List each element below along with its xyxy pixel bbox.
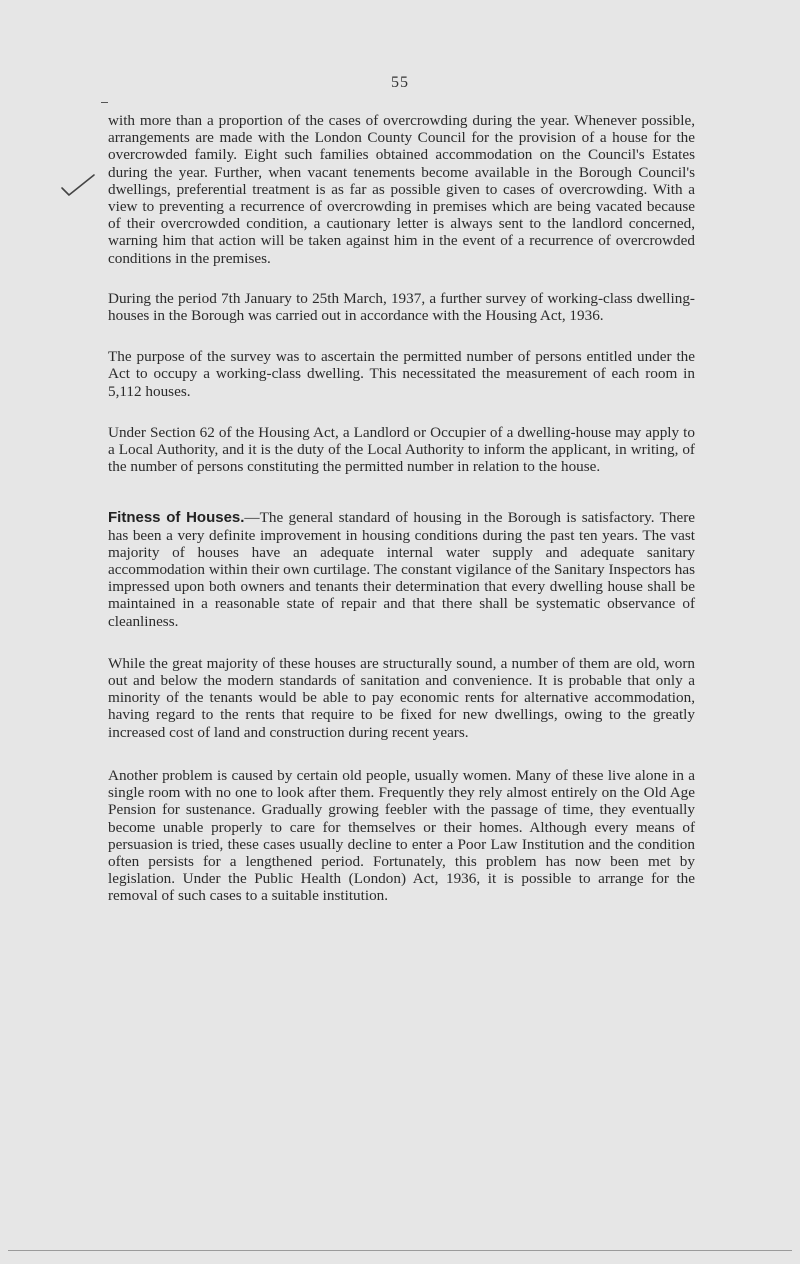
paragraph-overcrowding-arrangements: with more than a proportion of the cases of overcrowding during the year. Whenever possible, arrangements are made with the London County Council for the provision of a house for the overcrowded family. Eight such families obtained accommodation on the Council's Estates during the year. Further, when vacant tenements become available in the Borough Council's dwellings, preferential treatment is as far as possible given to cases of overcrowding. With a view to preventing a recurrence of overcrowding in premises which are being vacated because of their overcrowded condition, a cautionary letter is always sent to the landlord concerned, warning him that action will be taken against him in the event of a recurrence of overcrowded conditions in the premises.: [108, 112, 695, 267]
section-heading-fitness-of-houses: Fitness of Houses.: [108, 509, 245, 527]
document-body: [108, 112, 695, 905]
paragraph-fitness-of-houses-body: —The general standard of housing in the Borough is satisfactory. There has been a very definite improvement in housing conditions during the past ten years. The vast majority of houses have an adequate internal water supply and adequate sanitary accommodation within their own curtilage. The constant vigilance of the Sanitary Inspectors has impressed upon both owners and tenants their determination that every dwelling house shall be maintained in a reasonable state of repair and that there shall be systematic observance of cleanliness.: [108, 509, 695, 630]
page-number: 55: [391, 74, 409, 91]
handwritten-tick-mark: [60, 172, 96, 198]
paragraph-structural-soundness: While the great majority of these houses are structurally sound, a number of them are old, worn out and below the modern standards of sanitation and convenience. It is probable that only a minority of the tenants would be able to pay economic rents for alternative accommodation, having regard to the rents that require to be fixed for new dwellings, owing to the greatly increased cost of land and construction during recent years.: [108, 654, 695, 741]
paragraph-old-people: Another problem is caused by certain old people, usually women. Many of these live alone in a single room with no one to look after them. Frequently they rely almost entirely on the Old Age Pension for sustenance. Gradually growing feebler with the passage of time, they eventually become unable properly to care for themselves or their homes. Although every means of persuasion is tried, these cases usually decline to enter a Poor Law Institution and the condition often persists for a lengthened period. Fortunately, this problem has now been met by legislation. Under the Public Health (London) Act, 1936, it is possible to arrange for the removal of such cases to a suitable institution.: [108, 766, 695, 905]
margin-dash-mark: [101, 102, 108, 103]
paragraph-section-62: Under Section 62 of the Housing Act, a Landlord or Occupier of a dwelling-house may apply to a Local Authority, and it is the duty of the Local Authority to inform the applicant, in writing, of the number of persons constituting the permitted number in relation to the house.: [108, 423, 695, 476]
paragraph-survey-purpose: The purpose of the survey was to ascertain the permitted number of persons entitled under the Act to occupy a working-class dwelling. This necessitated the measurement of each room in 5,112 houses.: [108, 348, 695, 400]
paragraph-survey-period: During the period 7th January to 25th March, 1937, a further survey of working-class dwelling-houses in the Borough was carried out in accordance with the Housing Act, 1936.: [108, 289, 695, 325]
page-bottom-rule: [8, 1250, 792, 1251]
paragraph-fitness-of-houses: [108, 509, 695, 629]
